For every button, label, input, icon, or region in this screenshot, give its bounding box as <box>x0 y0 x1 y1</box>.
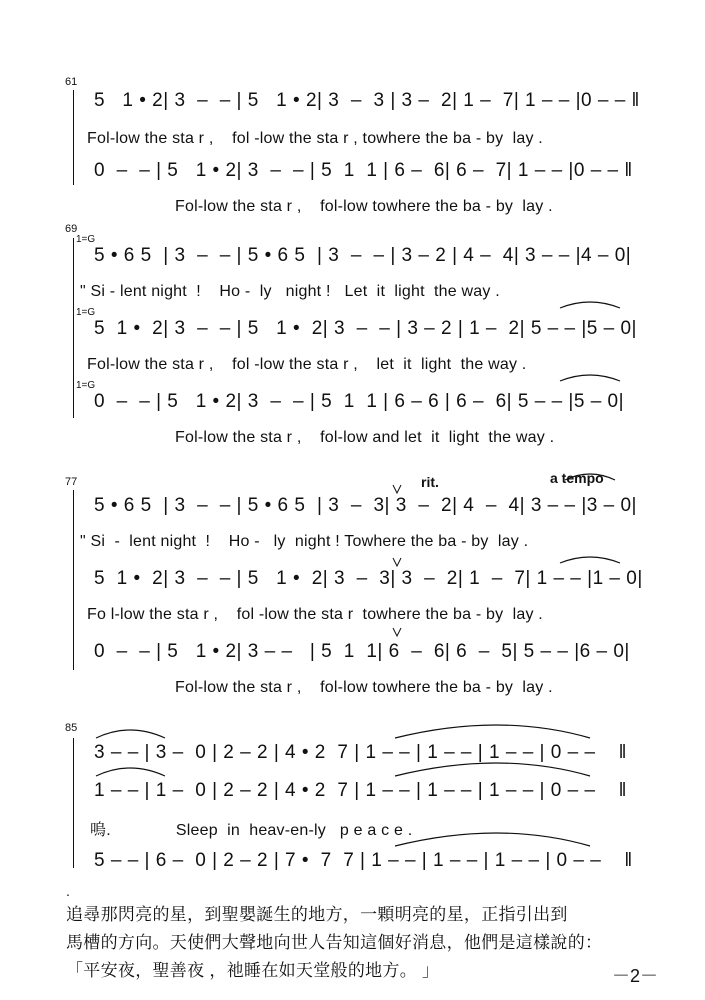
slur <box>565 474 615 480</box>
system-2-notes-line-3: 0 – – | 5 1 • 2| 3 – – | 5 1 1 | 6 – 6 | 6 – 6| 5 – – |5 – 0| <box>94 391 625 412</box>
system-3-measure-number: 77 <box>65 476 78 488</box>
slur <box>395 763 590 776</box>
system-4-notes-line-2: 1 – – | 1 – 0 | 2 – 2 | 4 • 2 7 | 1 – – | 1 – – | 1 – – | 0 – – ‖ <box>94 780 627 801</box>
system-2-notes-line-1: 5 • 6 5 | 3 – – | 5 • 6 5 | 3 – – | 3 – 2 | 4 – 4| 3 – – |4 – 0| <box>94 245 632 266</box>
system-2-measure-number: 69 <box>65 223 78 235</box>
system-3-lyrics-line-3: Fol-low the sta r , fol-low towhere the ba - by lay . <box>175 679 553 696</box>
system-4-measure-number: 85 <box>65 722 78 734</box>
slur <box>395 833 590 846</box>
system-3-lyrics-line-1: " Si - lent night ! Ho - ly night ! Towhere the ba - by lay . <box>80 533 529 550</box>
slur <box>560 302 620 308</box>
footer-paragraph-line-2: 馬槽的方向。天使們大聲地向世人告知這個好消息，他們是這樣說的： <box>66 933 603 952</box>
page-number: －2－ <box>612 966 659 986</box>
footer-paragraph-line-1: 追尋那閃亮的星，到聖嬰誕生的地方，一顆明亮的星，正指引出到 <box>66 905 568 924</box>
breath-mark <box>393 558 401 566</box>
system-4-notes-line-3: 5 – – | 6 – 0 | 2 – 2 | 7 • 7 7 | 1 – – | 1 – – | 1 – – | 0 – – ‖ <box>94 850 633 871</box>
slur <box>96 768 165 776</box>
footer-dot: . <box>66 883 70 899</box>
system-3-notes-line-2: 5 1 • 2| 3 – – | 5 1 • 2| 3 – 3| 3 – 2| 1 – 7| 1 – – |1 – 0| <box>94 568 643 589</box>
breath-mark <box>393 485 401 493</box>
slur <box>560 375 620 381</box>
system-1-notes-line-2: 0 – – | 5 1 • 2| 3 – – | 5 1 1 | 6 – 6| 6 – 7| 1 – – |0 – – ‖ <box>94 160 633 181</box>
system-2-key-mark-1: 1=G <box>76 234 96 245</box>
system-3-lyrics-line-2: Fo l-low the sta r , fol -low the sta r towhere the ba - by lay . <box>87 606 543 623</box>
system-2-key-mark-2: 1=G <box>76 307 96 318</box>
system-2-lyrics-line-2: Fol-low the sta r , fol -low the sta r , let it light the way . <box>87 356 527 373</box>
slur <box>560 557 620 563</box>
system-3-notes-line-3: 0 – – | 5 1 • 2| 3 – – | 5 1 1| 6 – 6| 6 – 5| 5 – – |6 – 0| <box>94 641 630 662</box>
slur <box>96 730 165 738</box>
system-2-lyrics-line-3: Fol-low the sta r , fol-low and let it light the way . <box>175 429 555 446</box>
system-1-lyrics-line-1: Fol-low the sta r , fol -low the sta r , towhere the ba - by lay . <box>87 130 543 147</box>
system-1-lyrics-line-2: Fol-low the sta r , fol-low towhere the ba - by lay . <box>175 198 553 215</box>
system-4-lyrics-line-2: 嗚. Sleep in heav-en-ly p e a c e . <box>90 822 413 839</box>
footer-paragraph-line-3: 「平安夜，聖善夜 ，祂睡在如天堂般的地方。 」 <box>66 961 440 980</box>
system-2-lyrics-line-1: " Si - lent night ! Ho - ly night ! Let it light the way . <box>80 283 500 300</box>
system-2-key-mark-3: 1=G <box>76 380 96 391</box>
system-3-notes-line-1: 5 • 6 5 | 3 – – | 5 • 6 5 | 3 – 3| 3 – 2| 4 – 4| 3 – – |3 – 0| <box>94 495 637 516</box>
rit-marking: rit. <box>421 474 439 490</box>
slur <box>395 725 590 738</box>
system-4-notes-line-1: 3 – – | 3 – 0 | 2 – 2 | 4 • 2 7 | 1 – – | 1 – – | 1 – – | 0 – – ‖ <box>94 742 627 763</box>
system-1-measure-number: 61 <box>65 76 78 88</box>
system-2-notes-line-2: 5 1 • 2| 3 – – | 5 1 • 2| 3 – – | 3 – 2 | 1 – 2| 5 – – |5 – 0| <box>94 318 637 339</box>
breath-mark <box>393 628 401 636</box>
a-tempo-marking: a tempo <box>550 470 604 486</box>
system-1-notes-line-1: 5 1 • 2| 3 – – | 5 1 • 2| 3 – 3 | 3 – 2| 1 – 7| 1 – – |0 – – ‖ <box>94 90 640 111</box>
